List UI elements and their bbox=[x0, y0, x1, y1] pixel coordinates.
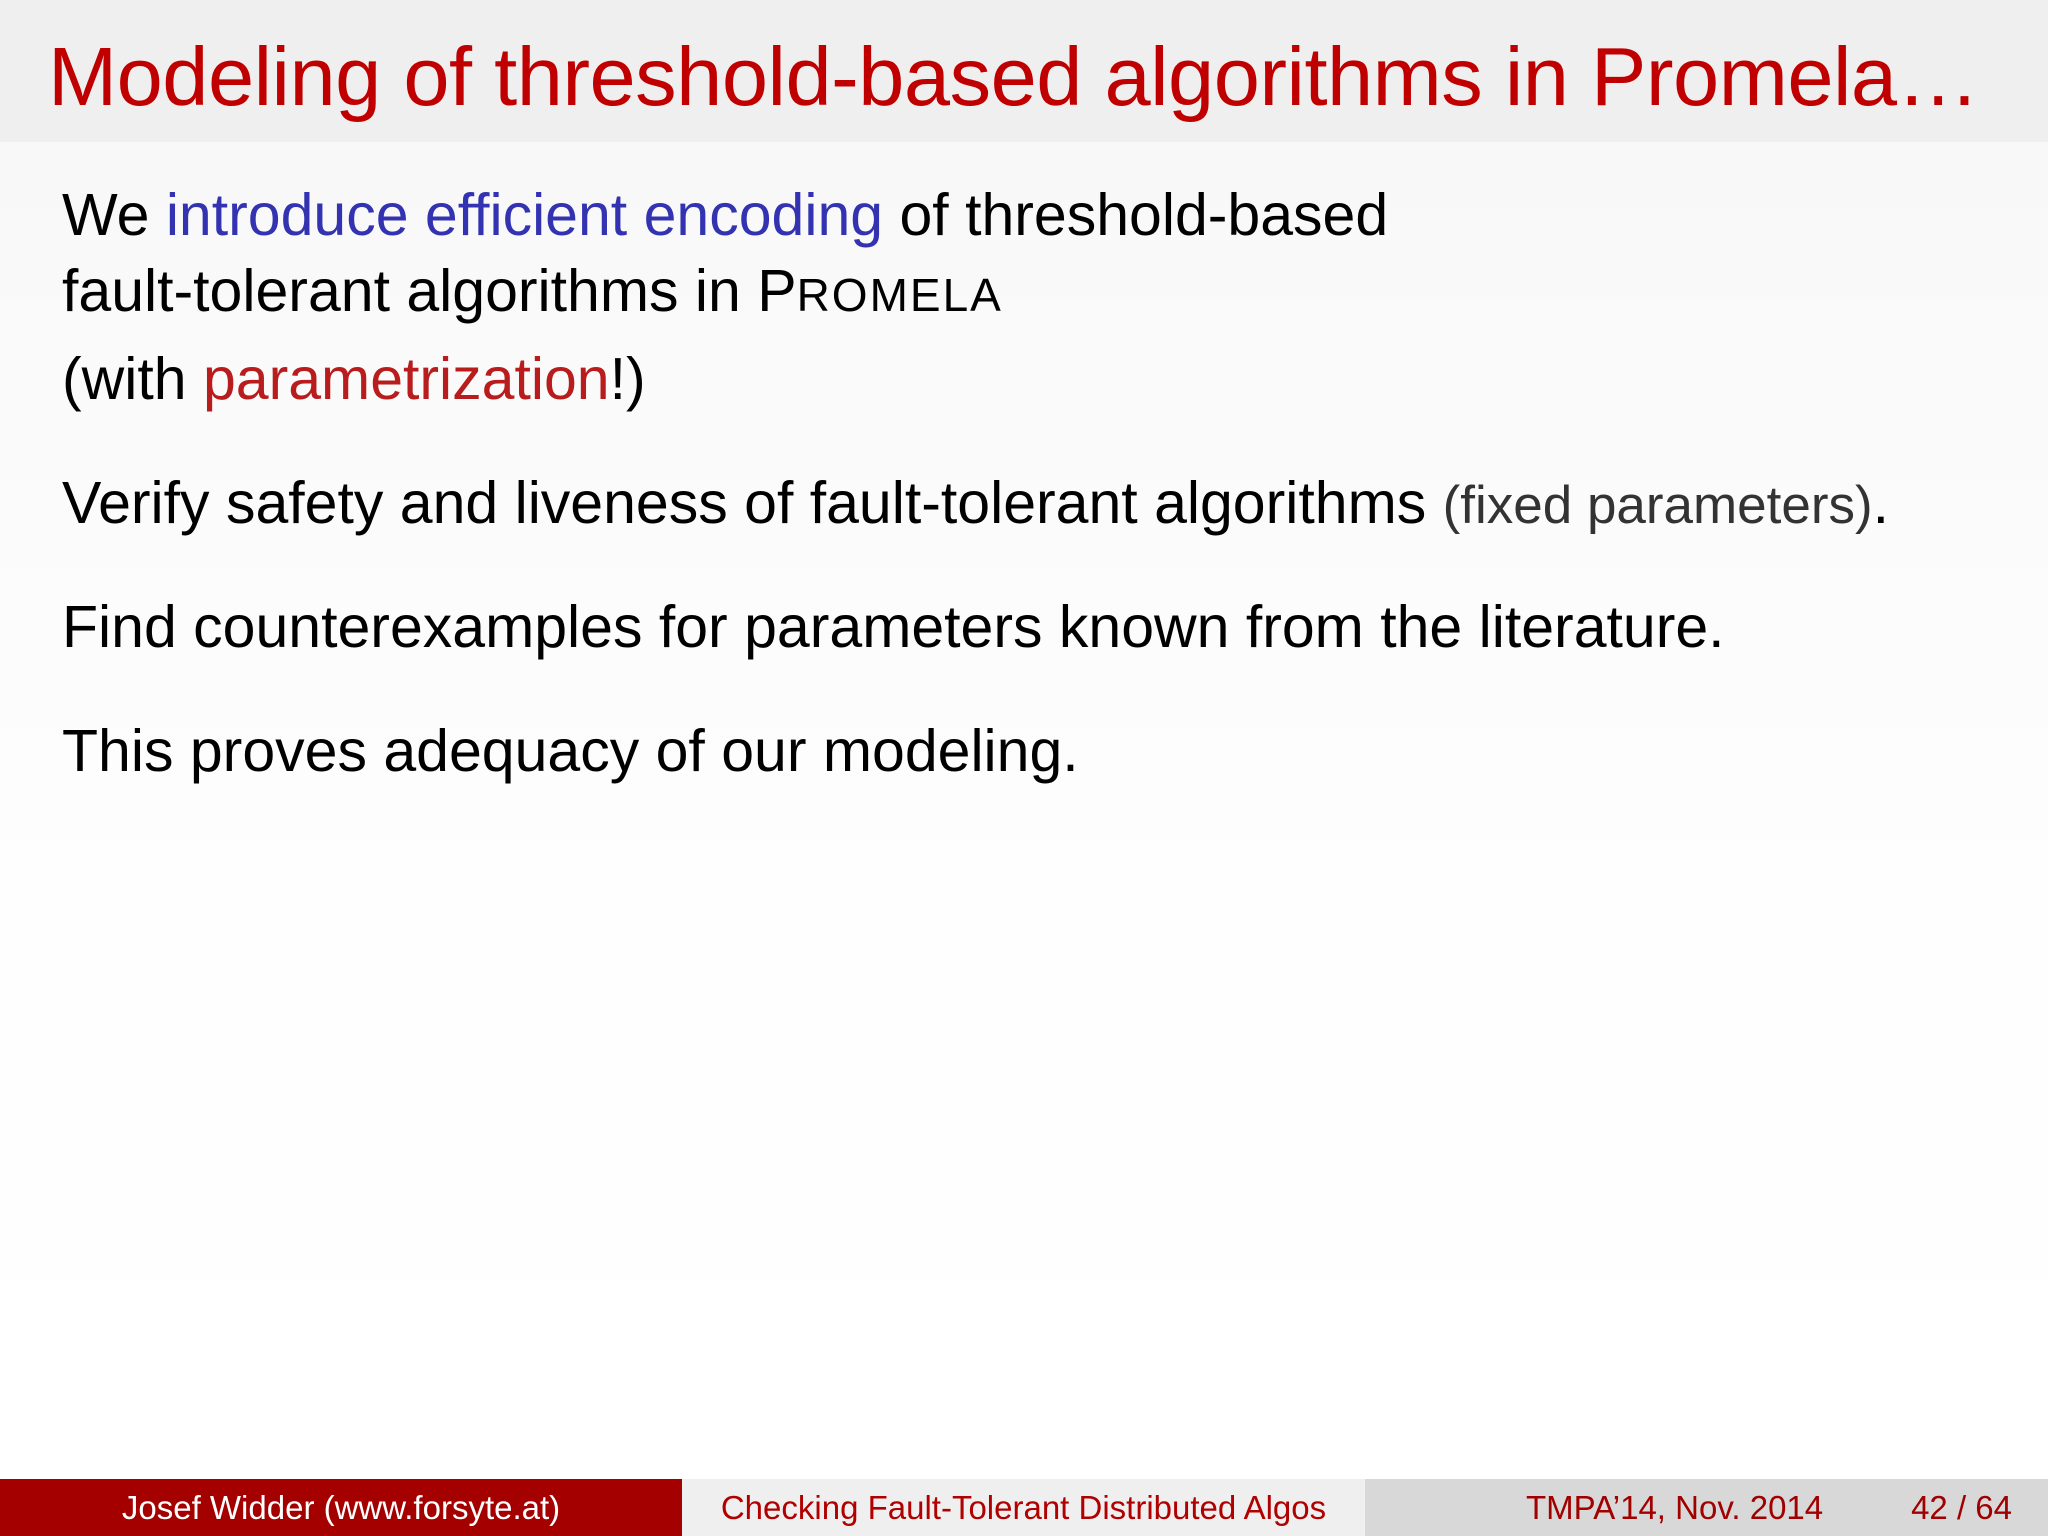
slide-title: Modeling of threshold-based algorithms in Promela… bbox=[48, 30, 1980, 123]
paragraph-1-line-3 bbox=[62, 344, 646, 414]
footer-author: Josef Widder (www.forsyte.at) bbox=[0, 1479, 682, 1536]
highlight-parametrization: parametrization bbox=[202, 346, 610, 412]
text-segment: . bbox=[1872, 470, 1890, 536]
footer bbox=[0, 1479, 2048, 1536]
title-bar bbox=[0, 0, 2048, 142]
text-segment: Verify safety and liveness of fault-tolerant algorithms bbox=[62, 470, 1443, 536]
footer-page-number: 42 / 64 bbox=[1911, 1489, 2012, 1526]
fixed-parameters-note: (fixed parameters) bbox=[1442, 476, 1873, 535]
footer-venue-date: TMPA’14, Nov. 2014 bbox=[1526, 1489, 1824, 1526]
text-segment: of threshold-based bbox=[883, 182, 1389, 248]
paragraph-2 bbox=[62, 468, 1889, 541]
promela-smallcaps-initial: P bbox=[757, 258, 797, 324]
paragraph-3: Find counterexamples for parameters known from the literature. bbox=[62, 594, 1725, 660]
text-segment: fault-tolerant algorithms in bbox=[62, 258, 758, 324]
paragraph-4: This proves adequacy of our modeling. bbox=[62, 718, 1079, 784]
text-segment: (with bbox=[62, 346, 203, 412]
paragraph-1-line-1 bbox=[62, 180, 1388, 250]
highlight-efficient-encoding: introduce efficient encoding bbox=[165, 182, 884, 248]
text-segment: !) bbox=[609, 346, 646, 412]
paragraph-1-line-2 bbox=[62, 256, 1003, 330]
footer-right-panel bbox=[1365, 1479, 2048, 1536]
text-segment: We bbox=[62, 182, 166, 248]
promela-smallcaps-rest: ROMELA bbox=[796, 269, 1003, 321]
footer-talk-title: Checking Fault-Tolerant Distributed Algos bbox=[682, 1479, 1365, 1536]
